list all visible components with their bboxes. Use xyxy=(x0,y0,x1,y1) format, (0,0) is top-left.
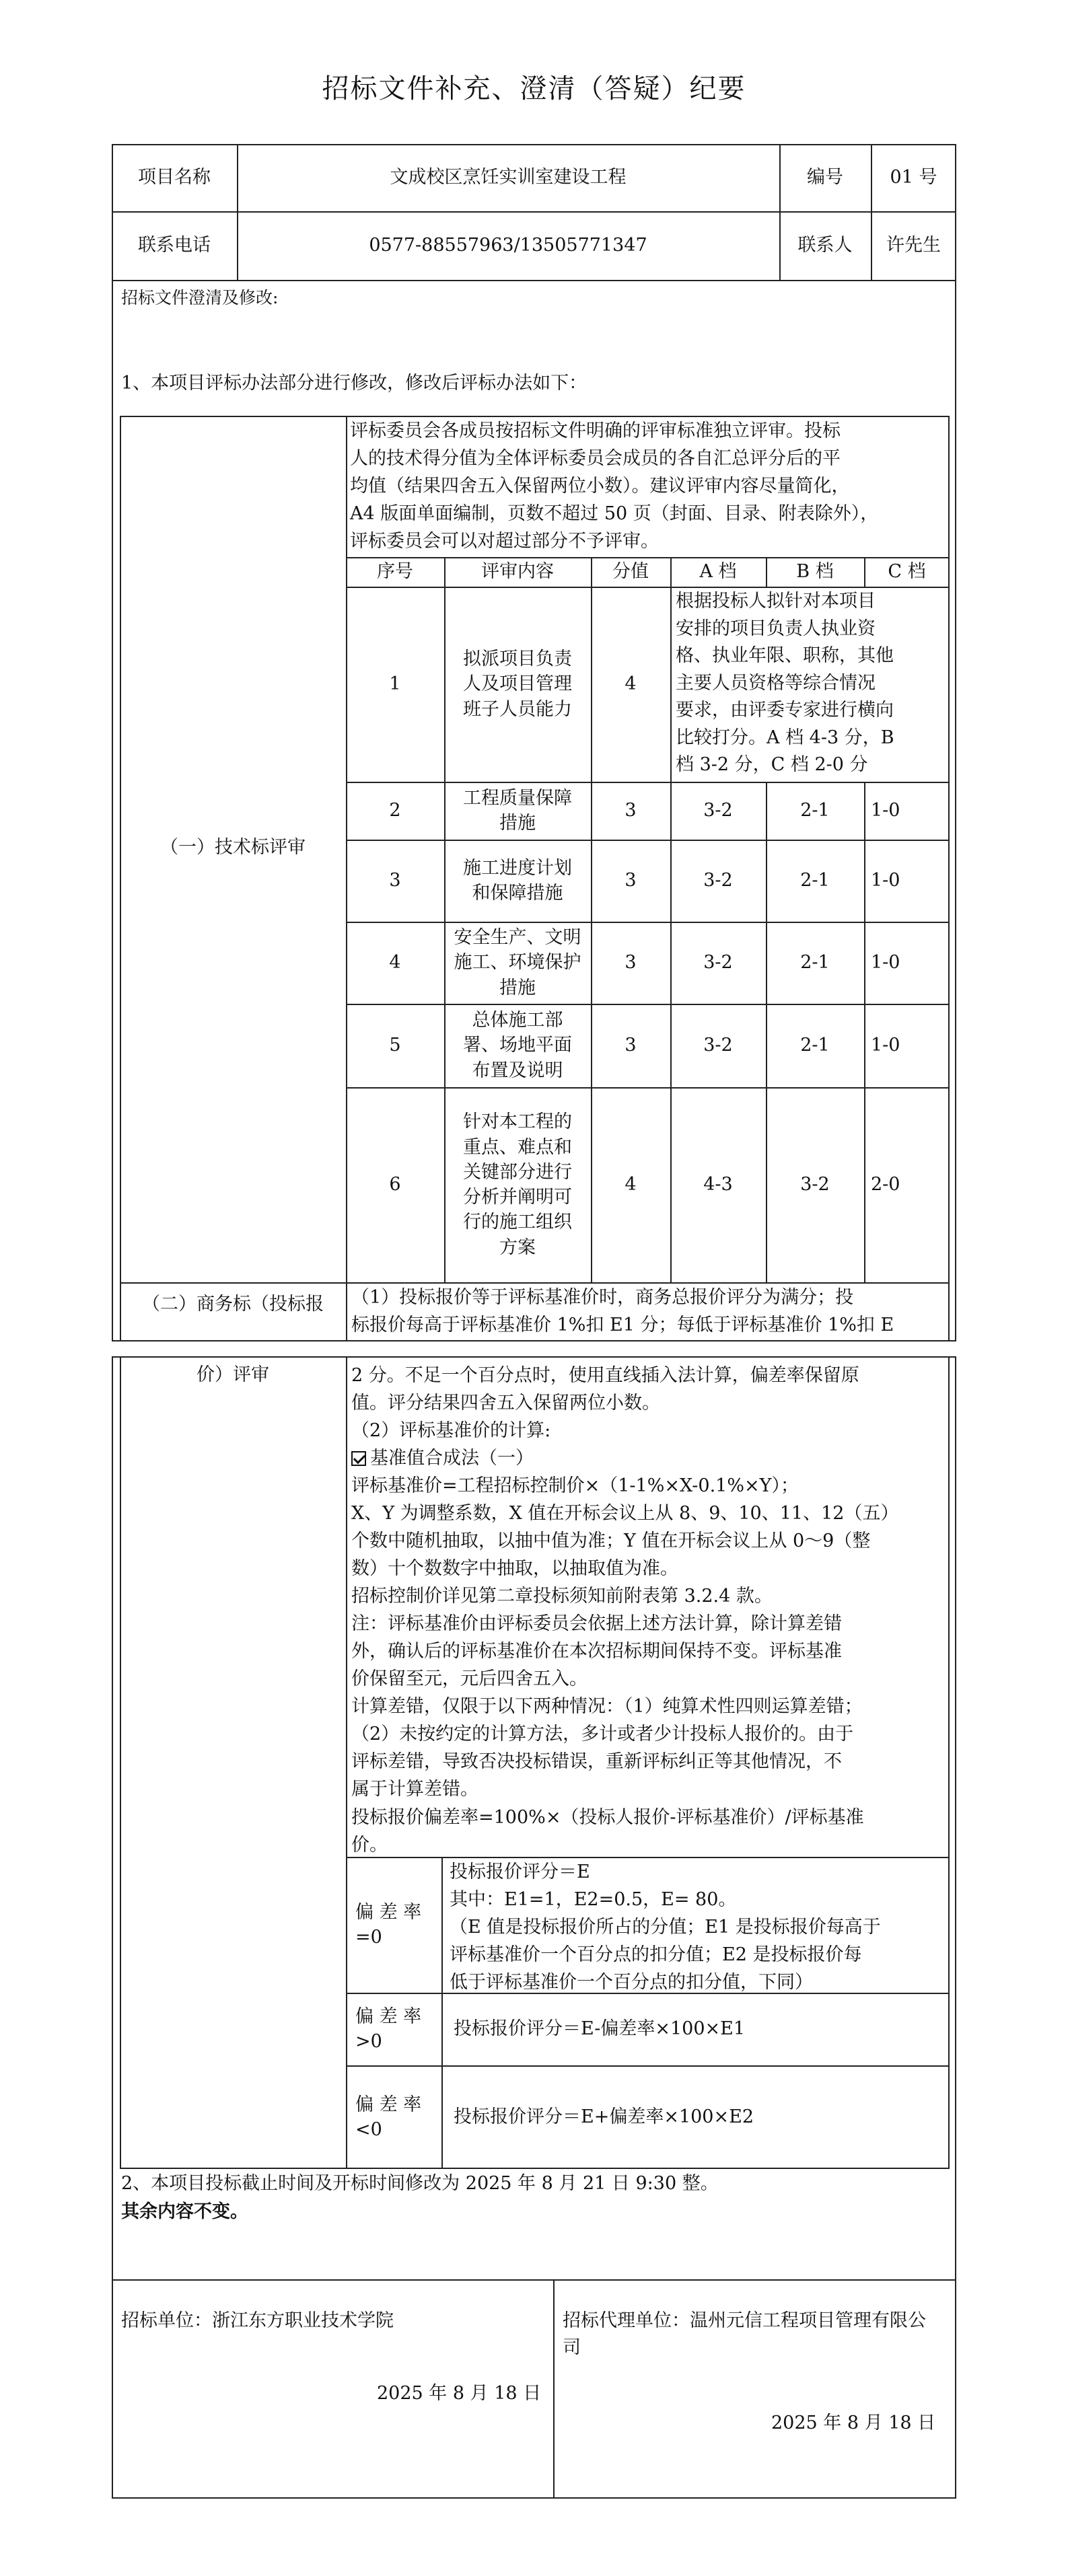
row2-a: 3-2 xyxy=(703,800,733,821)
row3-score: 3 xyxy=(625,870,637,891)
row3-content: 施工进度计划和保障措施 xyxy=(463,857,572,904)
row6-b: 3-2 xyxy=(800,1174,830,1195)
row6-c: 2-0 xyxy=(871,1174,900,1195)
row2-content: 工程质量保障措施 xyxy=(463,787,572,834)
agency-unit-line1: 招标代理单位：温州元信工程项目管理有限公 xyxy=(563,2310,926,2331)
row5-content: 总体施工部署、场地平面布置及说明 xyxy=(463,1010,572,1081)
row5-no: 5 xyxy=(389,1035,401,1056)
business-review-text-part2: 2 分。不足一个百分点时，使用直线插入法计算，偏差率保留原 值。评分结果四舍五入保留两位小数。 （2）评标基准价的计算: 基准值合成法（一） 评标基准价=工程招标控制价×（1-1%×X-0.1%×Y）； X、Y 为调整系数，X 值在开标会议上从 8、9、10、11、12（五） 个数中随机抽取，以抽中值为准；Y 值在开标会议上从 0～9（整 数）十个数数字中抽取，以抽取值为准。 招标控制价详见第二章投标须知前附表第 3.2.4 款。 注：评标基准价由评标委员会依据上述方法计算，除计算差错 外，确认后的评标基准价在本次招标期间保持不变。评标基准 价保留至元，元后四舍五入。 计算差错，仅限于以下两种情况：（1）纯算术性四则运算差错； （2）未按约定的计算方法，多计或者少计投标人报价的。由于 评标差错，导致否决投标错误，重新评标纠正等其他情况，不 属于计算差错。 投标报价偏差率=100%×（投标人报价-评标基准价）/评标基准 价。 xyxy=(351,1365,899,1855)
row1-score: 4 xyxy=(625,673,637,695)
th-a: A 档 xyxy=(699,561,737,583)
dev-text-lt0: 投标报价评分＝E+偏差率×100×E2 xyxy=(454,2106,754,2128)
row1-content: 拟派项目负责人及项目管理班子人员能力 xyxy=(463,649,572,720)
row4-score: 3 xyxy=(625,952,637,973)
page-title: 招标文件补充、澄清（答疑）纪要 xyxy=(322,73,746,104)
business-review-label-part2: 价）评审 xyxy=(197,1364,269,1386)
item-1: 1、本项目评标办法部分进行修改，修改后评标办法如下： xyxy=(121,373,588,394)
row2-b: 2-1 xyxy=(800,800,830,821)
item-2: 2、本项目投标截止时间及开标时间修改为 2025 年 8 月 21 日 9:30 整。 xyxy=(121,2173,719,2194)
row5-a: 3-2 xyxy=(703,1035,733,1056)
row6-content: 针对本工程的重点、难点和关键部分进行分析并阐明可行的施工组织方案 xyxy=(463,1111,572,1258)
dev-text-gt0: 投标报价评分＝E-偏差率×100×E1 xyxy=(454,2018,746,2040)
dev-label-lt0: 偏 差 率 <0 xyxy=(355,2094,422,2140)
number-value: 01 号 xyxy=(890,167,937,188)
phone-label: 联系电话 xyxy=(138,235,211,256)
row4-content: 安全生产、文明施工、环境保护措施 xyxy=(454,927,581,998)
row3-a: 3-2 xyxy=(703,870,733,891)
project-name-value: 文成校区烹饪实训室建设工程 xyxy=(390,167,627,188)
agency-unit-date: 2025 年 8 月 18 日 xyxy=(771,2413,936,2433)
row6-a: 4-3 xyxy=(703,1174,733,1195)
business-review-text-part1: （1）投标报价等于评标基准价时，商务总报价评分为满分；投 标报价每高于评标基准价 1%扣 E1 分；每低于评标基准价 1%扣 E xyxy=(351,1287,894,1336)
row4-no: 4 xyxy=(389,952,401,973)
tech-intro: 评标委员会各成员按招标文件明确的评审标准独立评审。投标 人的技术得分值为全体评标委员会成员的各自汇总评分后的平 均值（结果四舍五入保留两位小数）。建议评审内容尽量简化， A4 版面单面编制，页数不超过 50 页（封面、目录、附表除外）， 评标委员会可以对超过部分不予评审。 xyxy=(350,420,879,552)
number-label: 编号 xyxy=(807,167,843,188)
row2-no: 2 xyxy=(389,800,401,821)
tendering-unit-date: 2025 年 8 月 18 日 xyxy=(377,2383,542,2404)
th-score: 分值 xyxy=(612,561,649,583)
row4-c: 1-0 xyxy=(871,952,900,973)
checkbox-label: 基准值合成法（一） xyxy=(370,1448,534,1469)
tech-review-label: （一）技术标评审 xyxy=(160,837,306,858)
section-title: 招标文件澄清及修改: xyxy=(121,288,279,307)
row1-criteria: 根据投标人拟针对本项目 安排的项目负责人执业资 格、执业年限、职称，其他 主要人员资格等综合情况 要求，由评委专家进行横向 比较打分。A 档 4-3 分，B 档 3-2 分，C 档 2-0 分 xyxy=(676,591,894,775)
row5-score: 3 xyxy=(625,1035,637,1056)
row6-score: 4 xyxy=(625,1174,637,1195)
checked-checkbox-icon xyxy=(351,1451,366,1466)
row1-no: 1 xyxy=(389,673,401,695)
row3-b: 2-1 xyxy=(800,870,830,891)
th-c: C 档 xyxy=(888,561,926,583)
contact-label: 联系人 xyxy=(797,235,853,256)
business-review-label-part1: （二）商务标（投标报 xyxy=(142,1294,324,1315)
row5-b: 2-1 xyxy=(800,1035,830,1056)
th-content: 评审内容 xyxy=(481,561,554,583)
row2-c: 1-0 xyxy=(871,800,900,821)
project-name-label: 项目名称 xyxy=(138,167,211,188)
row3-no: 3 xyxy=(389,870,401,891)
row5-c: 1-0 xyxy=(871,1035,900,1056)
tendering-unit: 招标单位：浙江东方职业技术学院 xyxy=(121,2310,394,2331)
row2-score: 3 xyxy=(625,800,637,821)
dev-text-eq0: 投标报价评分＝E 其中：E1=1，E2=0.5，E= 80。 （E 值是投标报价所占的分值；E1 是投标报价每高于 评标基准价一个百分点的扣分值；E2 是投标报价每 低于评标基准价一个百分点的扣分值，下同） xyxy=(450,1862,881,1993)
dev-label-eq0: 偏 差 率 =0 xyxy=(355,1901,422,1948)
dev-label-gt0: 偏 差 率 >0 xyxy=(355,2005,422,2052)
row4-a: 3-2 xyxy=(703,952,733,973)
row3-c: 1-0 xyxy=(871,870,900,891)
item-3: 其余内容不变。 xyxy=(121,2201,248,2222)
row6-no: 6 xyxy=(389,1174,401,1195)
row4-b: 2-1 xyxy=(800,952,830,973)
th-no: 序号 xyxy=(377,561,413,583)
phone-value: 0577-88557963/13505771347 xyxy=(369,235,647,256)
agency-unit-line2: 司 xyxy=(563,2337,581,2358)
th-b: B 档 xyxy=(796,561,834,583)
contact-value: 许先生 xyxy=(886,235,941,256)
